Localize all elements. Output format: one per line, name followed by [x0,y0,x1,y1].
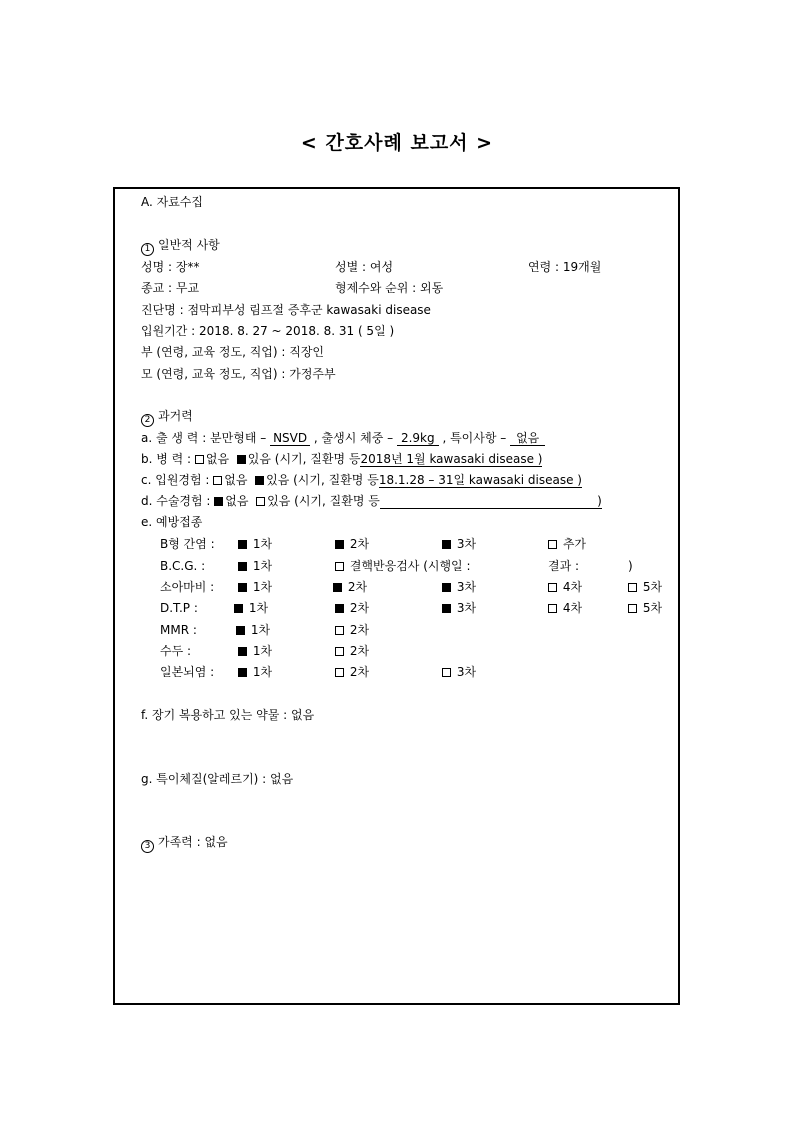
vaccine-je-d1: 1차 [238,665,272,679]
vaccine-polio-name: 소아마비 : [160,580,215,594]
surgery-history: d. 수술경험 : 없음 있음 (시기, 질환명 등 ) [141,494,602,508]
checkbox-filled [255,476,264,485]
checkbox-filled [238,562,247,571]
checkbox-filled [238,647,247,656]
vaccine-polio-d2: 2차 [333,580,367,594]
vaccine-mmr-name: MMR : [160,623,197,637]
circled-number: 1 [141,243,154,256]
checkbox-filled [237,455,246,464]
surgery-detail: ) [380,495,602,509]
religion: 종교 : 무교 [141,281,200,295]
vaccine-je-d2: 2차 [335,665,369,679]
checkbox-empty [548,540,557,549]
history-heading: 2 과거력 [141,409,193,427]
checkbox-filled [335,540,344,549]
family-history: 3 가족력 : 없음 [141,835,228,853]
checkbox-empty [335,626,344,635]
mother-info: 모 (연령, 교육 정도, 직업) : 가정주부 [141,367,336,381]
checkbox-filled [442,604,451,613]
vaccine-hepb-extra: 추가 [548,537,586,551]
vaccine-polio-d4: 4차 [548,580,582,594]
checkbox-filled [238,540,247,549]
vaccine-dtp-d3: 3차 [442,601,476,615]
vaccine-hepb-d2: 2차 [335,537,369,551]
general-heading: 1 일반적 사항 [141,238,220,256]
birth-special: 없음 [510,432,545,446]
vaccine-dtp-d2: 2차 [335,601,369,615]
circled-number: 2 [141,414,154,427]
patient-name: 성명 : 장** [141,260,200,274]
checkbox-empty [213,476,222,485]
section-a-heading: A. 자료수집 [141,195,203,209]
allergy: g. 특이체질(알레르기) : 없음 [141,772,294,786]
hospitalization-history: c. 입원경험 : 없음 있음 (시기, 질환명 등18.1.28 – 31일 kawasaki disease ) [141,473,582,487]
vaccine-varicella-name: 수두 : [160,644,192,658]
vaccine-bcg-result: 결과 : [548,559,580,573]
vaccine-bcg-d1: 1차 [238,559,272,573]
vaccine-hepb-name: B형 간염 : [160,537,215,551]
vaccine-varicella-d1: 1차 [238,644,272,658]
checkbox-empty [548,604,557,613]
hospitalization-detail: 18.1.28 – 31일 kawasaki disease ) [378,473,582,487]
checkbox-filled [442,540,451,549]
checkbox-empty [442,668,451,677]
checkbox-filled [236,626,245,635]
patient-sex: 성별 : 여성 [335,260,394,274]
checkbox-filled [442,583,451,592]
vaccine-je-d3: 3차 [442,665,476,679]
vaccine-bcg-close: ) [628,559,633,573]
siblings: 형제수와 순위 : 외동 [335,281,444,295]
long-term-medication: f. 장기 복용하고 있는 약물 : 없음 [141,708,315,722]
checkbox-empty [195,455,204,464]
vaccine-dtp-name: D.T.P : [160,601,198,615]
checkbox-empty [335,647,344,656]
vaccine-bcg-name: B.C.G. : [160,559,206,573]
checkbox-empty [335,668,344,677]
vaccine-hepb-d3: 3차 [442,537,476,551]
checkbox-filled [238,583,247,592]
birth-history: a. 출 생 력 : 분만형태 – NSVD , 출생시 체중 – 2.9kg , 특이사항 – 없음 [141,431,545,446]
vaccine-polio-d1: 1차 [238,580,272,594]
vaccine-dtp-d1: 1차 [234,601,268,615]
checkbox-filled [333,583,342,592]
checkbox-filled [234,604,243,613]
diagnosis: 진단명 : 점막피부성 림프절 증후군 kawasaki disease [141,303,431,317]
vaccine-mmr-d2: 2차 [335,623,369,637]
vaccine-dtp-d4: 4차 [548,601,582,615]
birth-weight: 2.9kg [397,432,439,446]
vaccine-dtp-d5: 5차 [628,601,662,615]
checkbox-empty [548,583,557,592]
checkbox-empty [628,583,637,592]
admission-period: 입원기간 : 2018. 8. 27 ~ 2018. 8. 31 ( 5일 ) [141,324,395,338]
vaccine-hepb-d1: 1차 [238,537,272,551]
checkbox-filled [335,604,344,613]
checkbox-empty [628,604,637,613]
vaccine-je-name: 일본뇌염 : [160,665,215,679]
delivery-type: NSVD [270,432,310,446]
vaccine-bcg-test: 결핵반응검사 (시행일 : [335,559,471,573]
vaccination-heading: e. 예방접종 [141,515,203,529]
vaccine-polio-d5: 5차 [628,580,662,594]
vaccine-polio-d3: 3차 [442,580,476,594]
page-title: < 간호사례 보고서 > [300,132,494,154]
illness-detail: 2018년 1월 kawasaki disease ) [360,452,543,466]
vaccine-mmr-d1: 1차 [236,623,270,637]
checkbox-empty [335,562,344,571]
vaccine-varicella-d2: 2차 [335,644,369,658]
illness-history: b. 병 력 : 없음 있음 (시기, 질환명 등2018년 1월 kawasaki disease ) [141,452,543,466]
patient-age: 연령 : 19개월 [528,260,602,274]
checkbox-filled [214,497,223,506]
checkbox-empty [256,497,265,506]
checkbox-filled [238,668,247,677]
circled-number: 3 [141,840,154,853]
father-info: 부 (연령, 교육 정도, 직업) : 직장인 [141,345,325,359]
